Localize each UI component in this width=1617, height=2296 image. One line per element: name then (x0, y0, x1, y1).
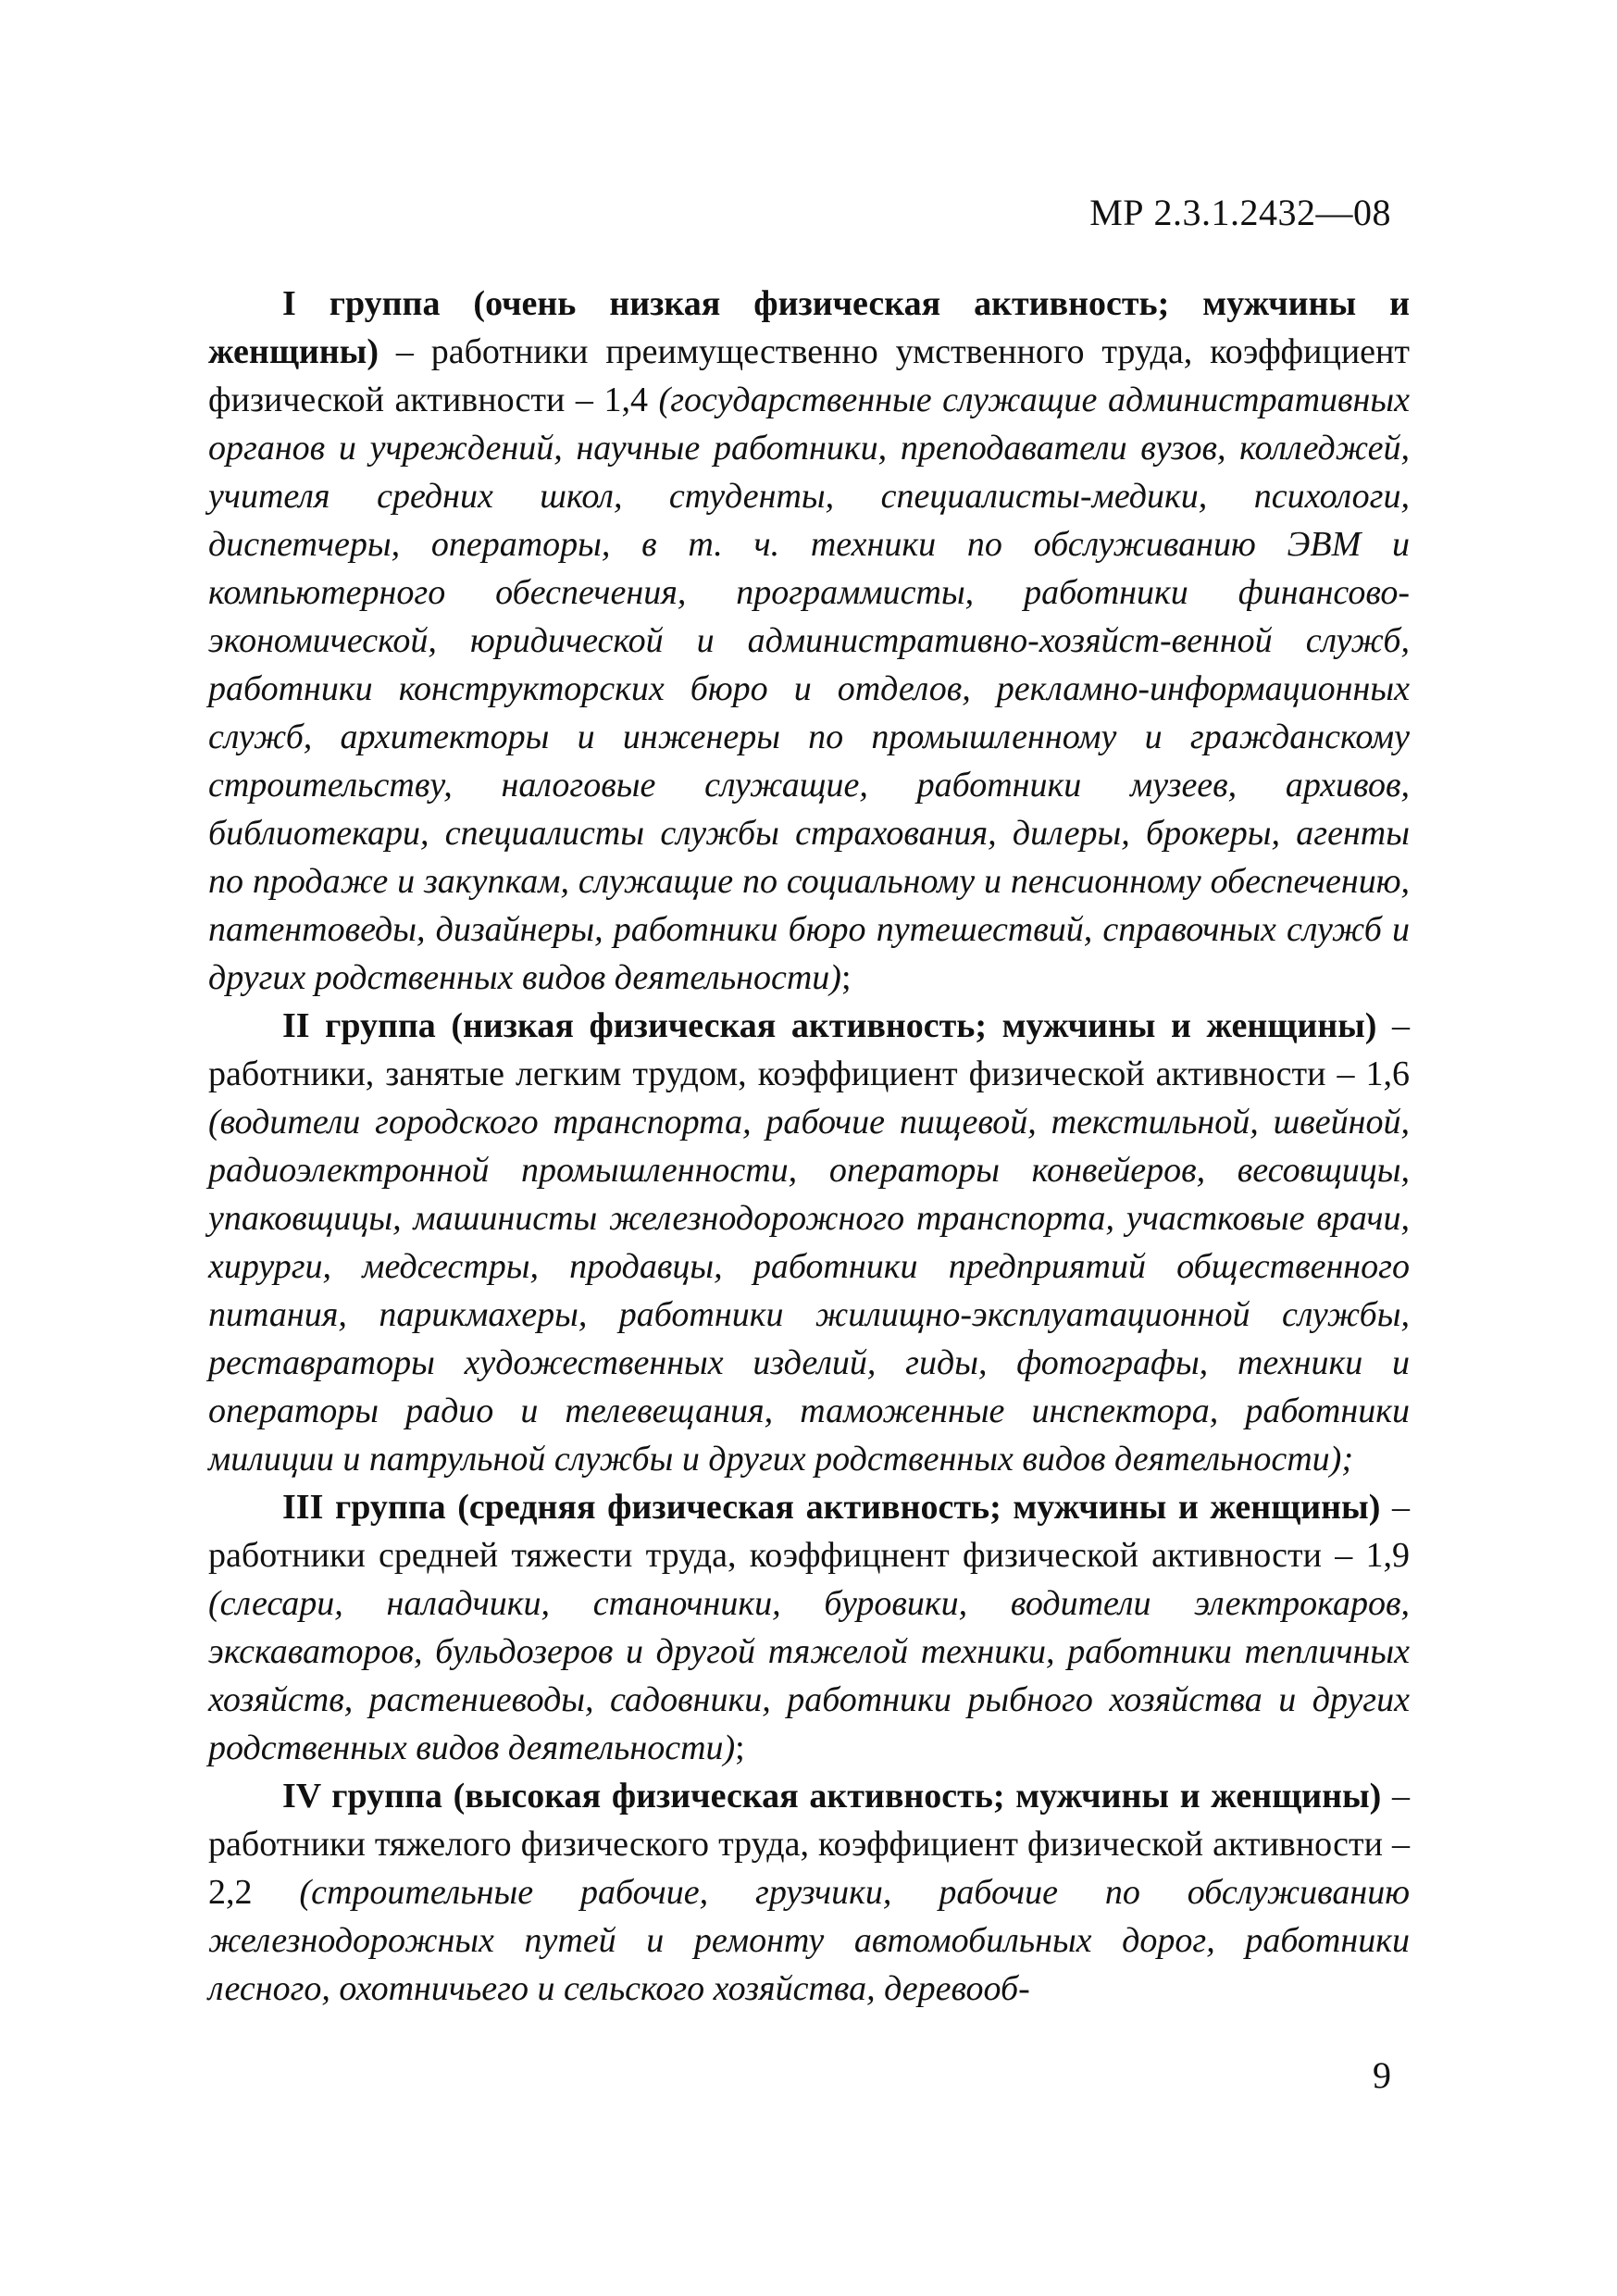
group-2-paragraph (208, 1002, 1410, 1483)
group-2-heading: II группа (низкая физическая активность; мужчины и женщины) (282, 1006, 1377, 1045)
document-body (208, 280, 1410, 2013)
group-4-paragraph (208, 1772, 1410, 2013)
group-1-end: ; (840, 958, 852, 997)
group-1-examples: (государственные служащие административных органов и учреждений, научные работники, преподаватели вузов, колледжей, учителя средних школ, студенты, специалисты-медики, психологи, диспетчеры, операторы, в т. ч. техники по обслуживанию ЭВМ и компьютерного обеспечения, программисты, работники финансово-экономической, юридической и административно-хозяйст-венной служб, работники конструкторских бюро и отделов, рекламно-информационных служб, архитекторы и инженеры по промышленному и гражданскому строительству, налоговые служащие, работники музеев, архивов, библиотекари, специалисты службы страхования, дилеры, брокеры, агенты по продаже и закупкам, служащие по социальному и пенсионному обеспечению, патентоведы, дизайнеры, работники бюро путешествий, справочных служб и других родственных видов деятельности) (208, 381, 1410, 997)
document-code: МР 2.3.1.2432—08 (1089, 192, 1391, 233)
group-3-end: ; (735, 1728, 745, 1767)
group-2-examples: (водители городского транспорта, рабочие пищевой, текстильной, швейной, радиоэлектронной промышленности, операторы конвейеров, весовщицы, упаковщицы, машинисты железнодорожного транспорта, участковые врачи, хирурги, медсестры, продавцы, работники предприятий общественного питания, парикмахеры, работники жилищно-эксплуатационной службы, реставраторы художественных изделий, гиды, фотографы, техники и операторы радио и телевещания, таможенные инспектора, работники милиции и патрульной службы и других родственных видов деятельности); (208, 1103, 1410, 1479)
page-number: 9 (1373, 2054, 1391, 2096)
group-4-examples: (строительные рабочие, грузчики, рабочие по обслуживанию железнодорожных путей и ремонту автомобильных дорог, работники лесного, охотничьего и сельского хозяйства, деревооб- (208, 1873, 1410, 2008)
group-3-heading: III группа (средняя физическая активность; мужчины и женщины) (282, 1488, 1381, 1527)
group-1-paragraph (208, 280, 1410, 1002)
group-4-heading: IV группа (высокая физическая активность; мужчины и женщины) (282, 1777, 1382, 1816)
group-1-text: – работники преимущественно умственного труда, коэффициент физической активности – 1,4 (208, 332, 1410, 419)
group-3-text: – работники средней тяжести труда, коэффицнент физической активности – 1,9 (208, 1488, 1411, 1575)
group-1-heading: I группа (очень низкая физическая активность; мужчины и женщины) (208, 284, 1410, 371)
group-3-examples: (слесари, наладчики, станочники, буровики, водители электрокаров, экскаваторов, бульдозеров и другой тяжелой техники, работники тепличных хозяйств, растениеводы, садовники, работники рыбного хозяйства и других родственных видов деятельности) (208, 1584, 1410, 1767)
group-4-text: – работники тяжелого физического труда, коэффициент физической активности – 2,2 (208, 1777, 1411, 1912)
group-2-text: – работники, занятые легким трудом, коэффициент физической активности – 1,6 (208, 1006, 1410, 1093)
group-3-paragraph (208, 1483, 1410, 1772)
